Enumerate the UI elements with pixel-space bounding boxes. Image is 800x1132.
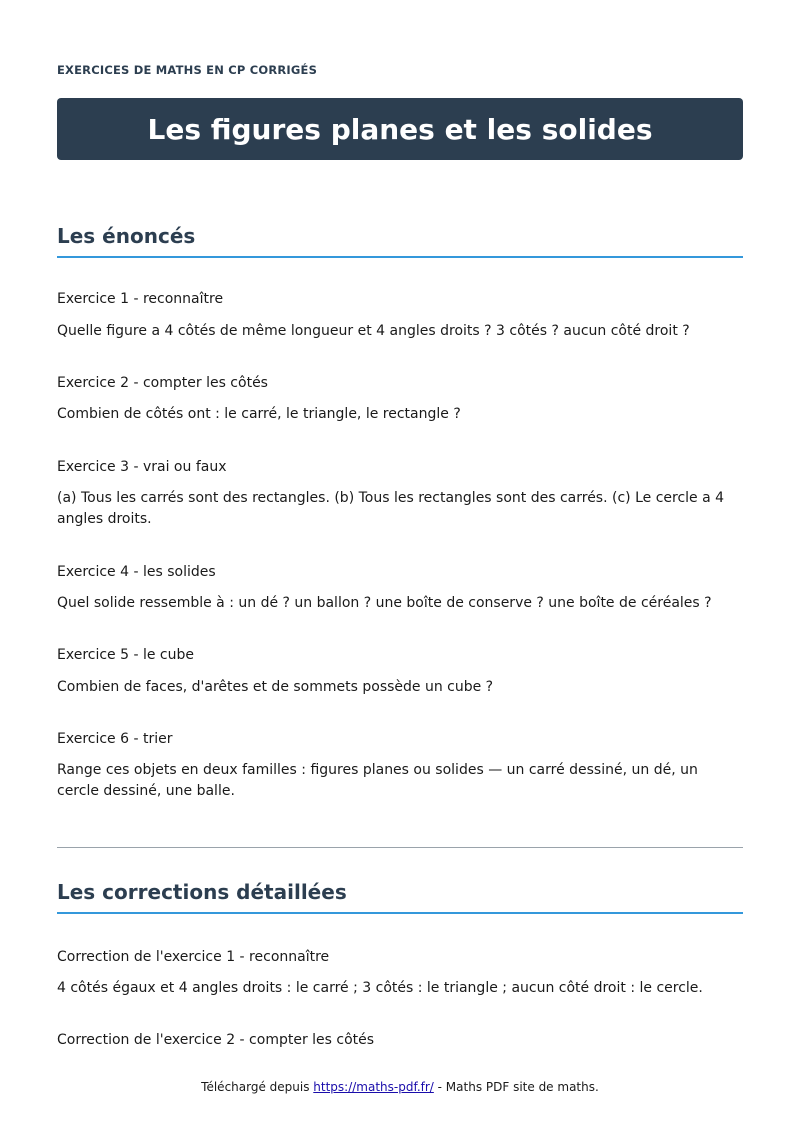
correction-2-title: Correction de l'exercice 2 - compter les côtés (57, 1032, 375, 1048)
page-title: Les figures planes et les solides (147, 112, 653, 146)
exercise-5-body: Combien de faces, d'arêtes et de sommets possède un cube ? (57, 679, 494, 695)
footer-link[interactable]: https://maths-pdf.fr/ (313, 1080, 434, 1094)
correction-1-body: 4 côtés égaux et 4 angles droits : le carré ; 3 côtés : le triangle ; aucun côté droit : le cercle. (57, 980, 703, 996)
exercise-1-title: Exercice 1 - reconnaître (57, 291, 224, 307)
section-heading-enonces (57, 224, 743, 258)
section-heading-corrections (57, 880, 743, 914)
exercise-5-title: Exercice 5 - le cube (57, 647, 194, 663)
section-title-corrections: Les corrections détaillées (57, 880, 347, 904)
title-banner (57, 98, 743, 160)
exercise-2-title: Exercice 2 - compter les côtés (57, 375, 268, 391)
exercise-6-body: Range ces objets en deux familles : figures planes ou solides — un carré dessiné, un dé, un cercle dessiné, une balle. (57, 762, 698, 799)
page-footer (0, 1080, 800, 1094)
footer-suffix: - Maths PDF site de maths. (433, 1080, 599, 1094)
document-kicker: EXERCICES DE MATHS EN CP CORRIGÉS (57, 63, 318, 77)
exercise-3-title: Exercice 3 - vrai ou faux (57, 459, 227, 475)
exercise-6-title: Exercice 6 - trier (57, 731, 173, 747)
correction-1-title: Correction de l'exercice 1 - reconnaître (57, 949, 330, 965)
footer-prefix: Téléchargé depuis (201, 1080, 314, 1094)
section-title-enonces: Les énoncés (57, 224, 196, 248)
exercise-2-body: Combien de côtés ont : le carré, le triangle, le rectangle ? (57, 406, 461, 422)
section-divider (57, 847, 743, 848)
exercise-3-body: (a) Tous les carrés sont des rectangles. (b) Tous les rectangles sont des carrés. (c) Le cercle a 4 angles droits. (57, 490, 725, 527)
exercise-1-body: Quelle figure a 4 côtés de même longueur et 4 angles droits ? 3 côtés ? aucun côté droit ? (57, 323, 690, 339)
exercise-4-body: Quel solide ressemble à : un dé ? un ballon ? une boîte de conserve ? une boîte de céréales ? (57, 595, 712, 611)
exercise-4-title: Exercice 4 - les solides (57, 564, 216, 580)
